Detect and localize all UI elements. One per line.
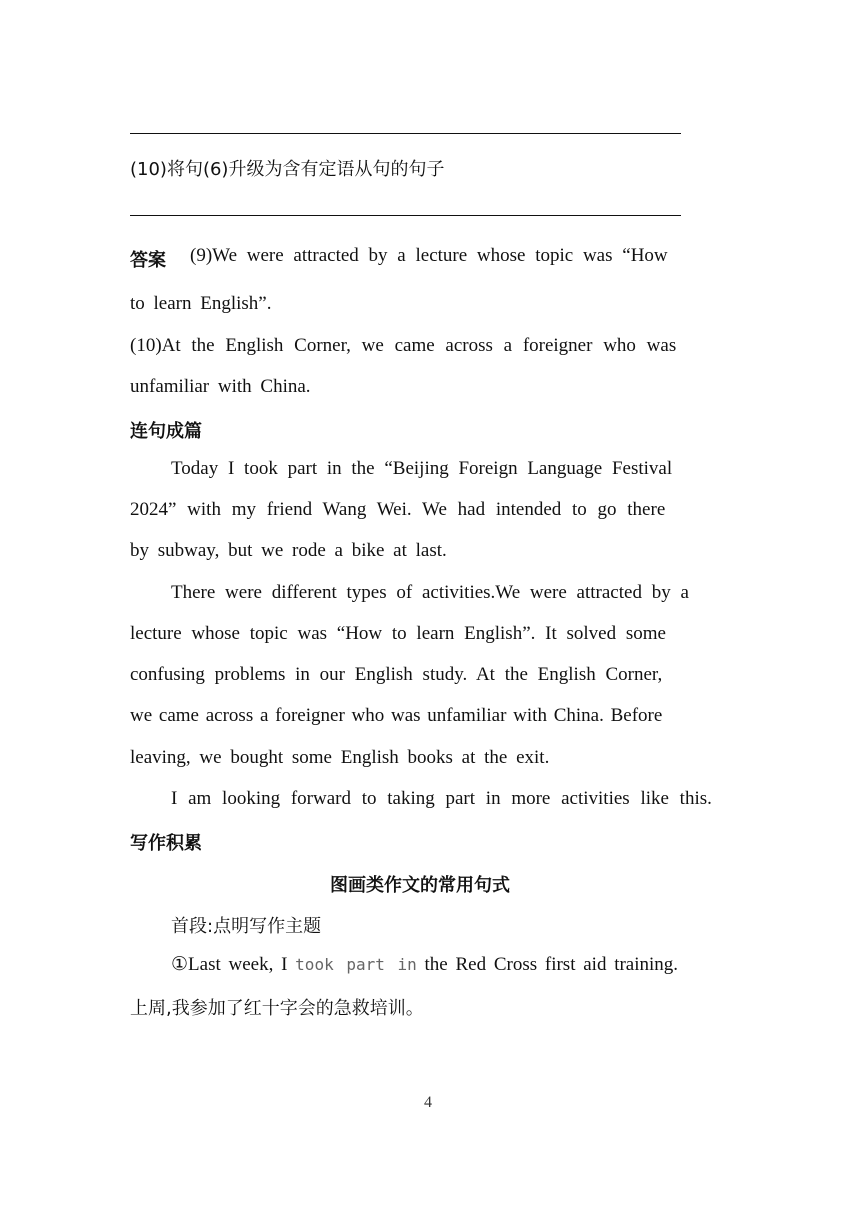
- answer-blank-line-10: [130, 215, 681, 216]
- passage-line: lecture whose topic was “How to learn English”. It solved some: [130, 623, 666, 644]
- example-sentence-end: the Red Cross first aid training.: [416, 954, 679, 975]
- answer-label: 答案: [130, 250, 166, 271]
- answer-line-3: (10)At the English Corner, we came across a foreigner who was: [130, 335, 677, 356]
- example-translation: 上周,我参加了红十字会的急救培训。: [130, 998, 424, 1019]
- passage-line: 2024” with my friend Wang Wei. We had intended to go there: [130, 499, 666, 520]
- answer-line-4: unfamiliar with China.: [130, 376, 311, 397]
- example-key-phrase: took part in: [295, 955, 417, 974]
- example-sentence: [171, 953, 678, 976]
- passage-line: I am looking forward to taking part in more activities like this.: [171, 788, 712, 809]
- example-sentence-start: ①Last week, I: [171, 954, 296, 975]
- passage-line: we came across a foreigner who was unfamiliar with China. Before: [130, 705, 663, 726]
- passage-line: leaving, we bought some English books at the exit.: [130, 747, 550, 768]
- passage-heading: 连句成篇: [130, 421, 202, 442]
- passage-line: Today I took part in the “Beijing Foreign Language Festival: [171, 458, 673, 479]
- passage-line: confusing problems in our English study. At the English Corner,: [130, 664, 663, 685]
- question-10-prompt: (10)将句(6)升级为含有定语从句的句子: [130, 159, 445, 180]
- writing-section-label: 首段:点明写作主题: [171, 916, 322, 937]
- writing-subheading: 图画类作文的常用句式: [330, 875, 510, 896]
- passage-line: There were different types of activities.We were attracted by a: [171, 582, 689, 603]
- writing-heading: 写作积累: [130, 833, 202, 854]
- passage-line: by subway, but we rode a bike at last.: [130, 540, 447, 561]
- page-number: 4: [424, 1094, 432, 1111]
- answer-blank-line-9: [130, 133, 681, 134]
- answer-line-1: (9)We were attracted by a lecture whose topic was “How: [190, 245, 668, 266]
- answer-line-2: to learn English”.: [130, 293, 272, 314]
